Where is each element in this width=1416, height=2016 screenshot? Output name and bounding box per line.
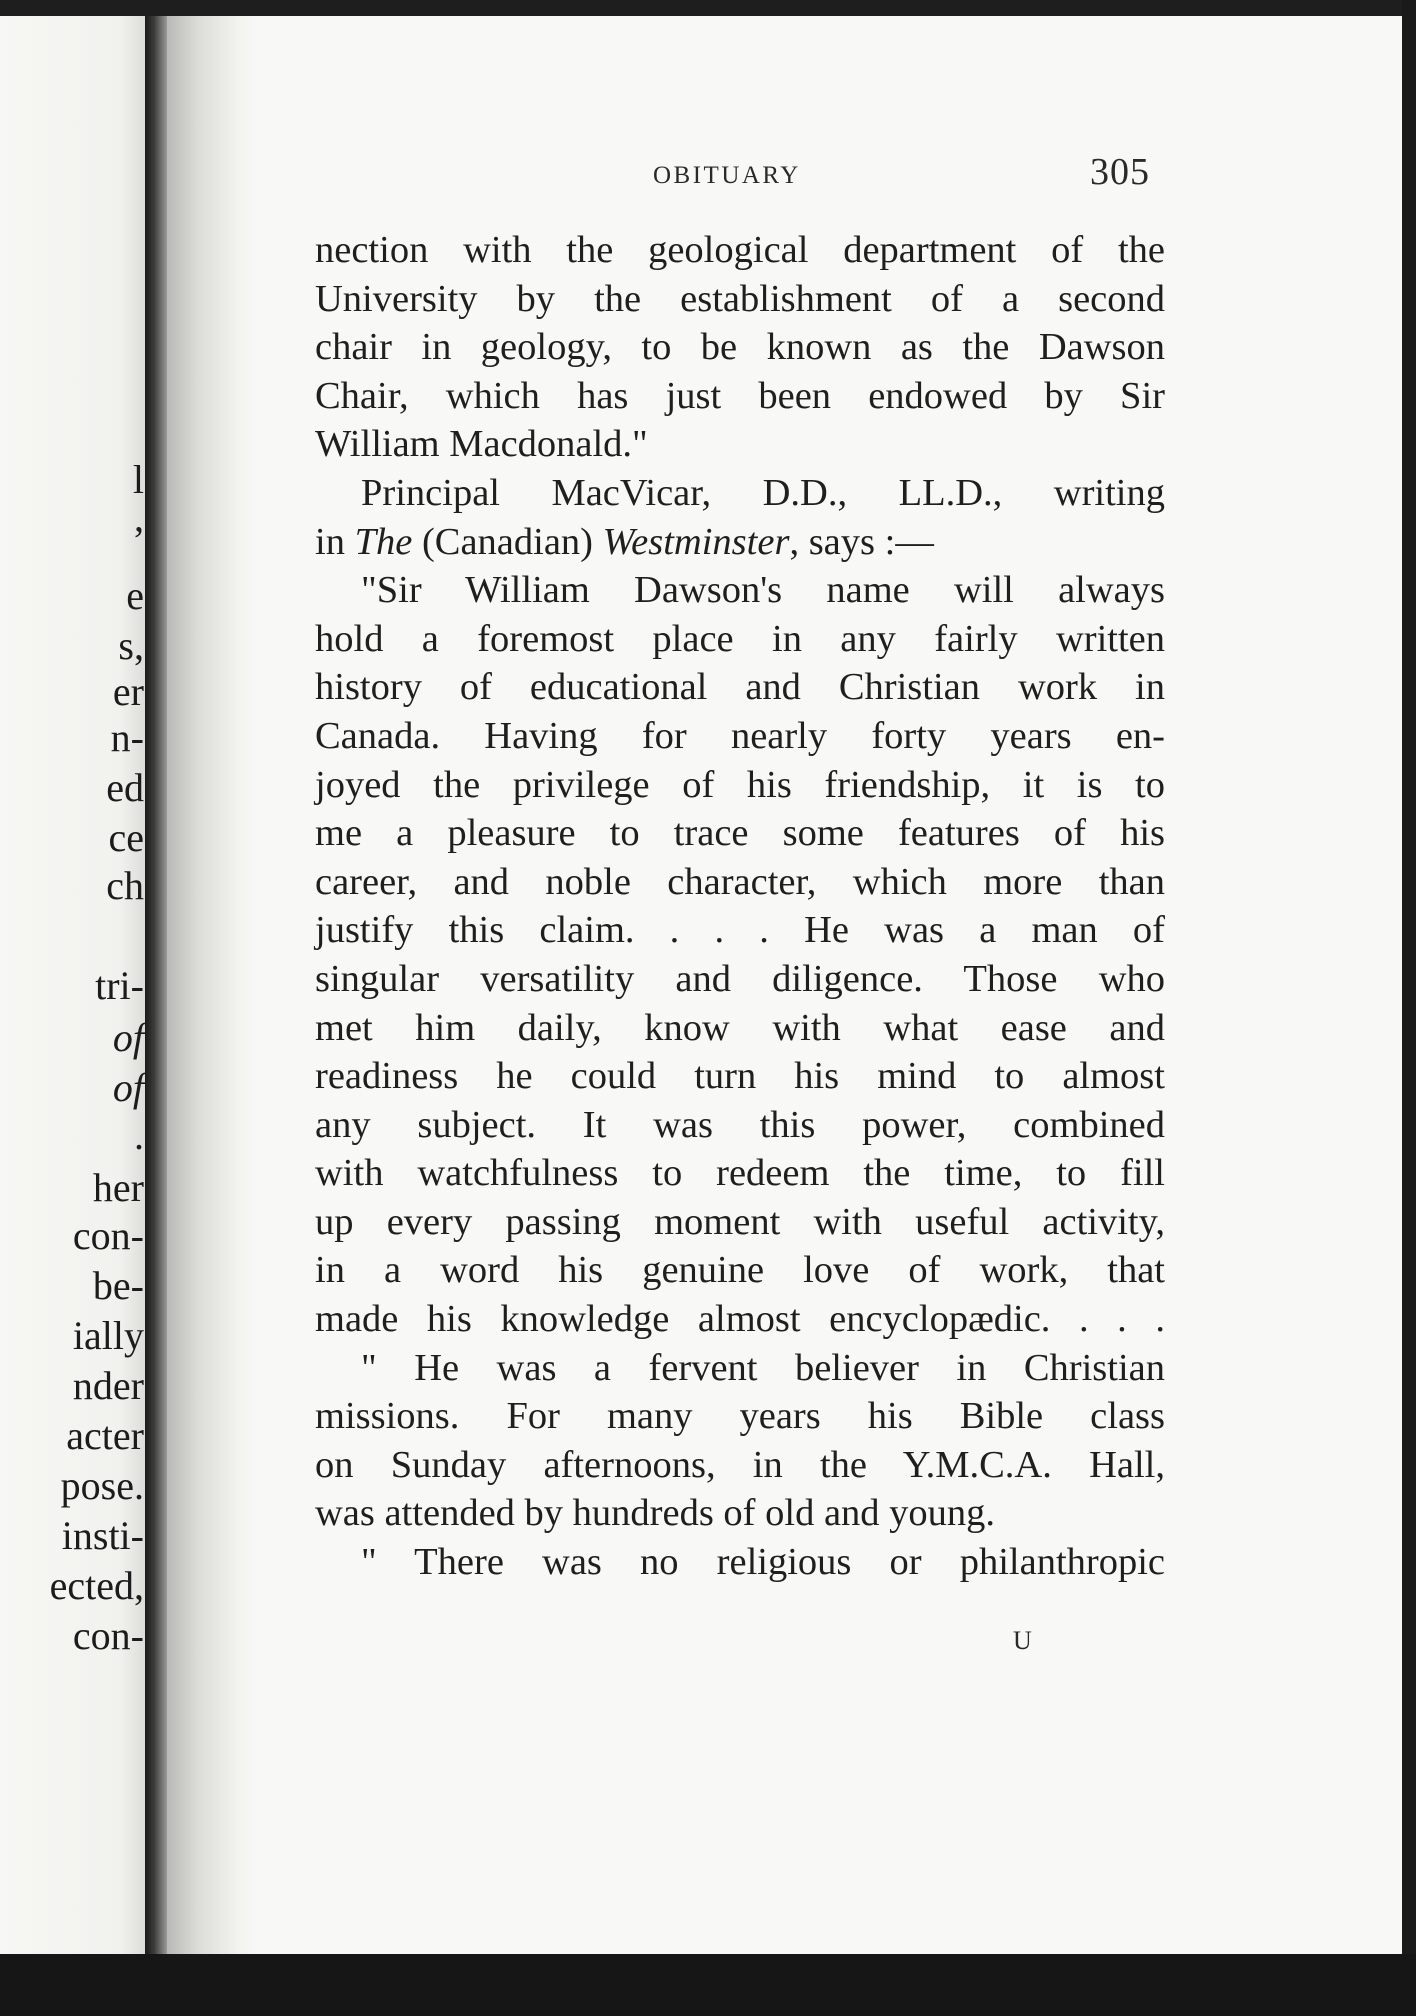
facing-fragment: insti- [61,1513,144,1558]
facing-fragment: ed [106,765,144,810]
text-run: (Canadian) [412,520,603,563]
text-line: hold a foremost place in any fairly written [315,617,1165,660]
facing-fragment: pose. [60,1463,144,1508]
text-line: " He was a fervent believer in Christian [361,1346,1165,1389]
facing-fragment: ch [106,863,144,908]
text-run: in [315,520,355,563]
facing-fragment: be- [92,1263,144,1308]
facing-fragment: of [112,1015,144,1060]
italic-title: Westminster [602,520,790,563]
text-line [315,518,1165,567]
facing-fragment: ce [108,815,144,860]
text-line: University by the establishment of a second [315,277,1165,320]
text-line: "Sir William Dawson's name will always [361,569,1165,612]
facing-fragment: , [134,495,144,540]
facing-fragment: of [112,1065,144,1110]
text-line: Canada. Having for nearly forty years en- [315,714,1165,757]
facing-fragment: con- [72,1213,144,1258]
text-line: any subject. It was this power, combined [315,1103,1165,1146]
facing-fragment: . [134,1113,144,1158]
text-line: me a pleasure to trace some features of his [315,812,1165,855]
text-run: , says :— [789,520,934,563]
text-line: with watchfulness to redeem the time, to fill [315,1152,1165,1195]
text-line: made his knowledge almost encyclopædic. . . . [315,1298,1165,1341]
scan-border-right [1402,0,1416,2016]
facing-fragment: ially [72,1313,144,1358]
scan-border-bottom [0,1954,1416,2016]
text-line: " There was no religious or philanthropic [361,1541,1165,1584]
text-line: in a word his genuine love of work, that [315,1249,1165,1292]
facing-fragment: acter [66,1413,144,1458]
facing-page [0,16,150,1956]
text-line: was attended by hundreds of old and young. [315,1492,996,1535]
spine-shadow [167,16,257,1956]
running-head-title: OBITUARY [653,162,801,189]
text-line: William Macdonald." [315,423,648,466]
book-gutter [145,16,167,1956]
body-text [315,226,1165,1587]
text-line: on Sunday afternoons, in the Y.M.C.A. Hall, [315,1443,1165,1486]
facing-fragment: s, [118,623,144,668]
text-line: nection with the geological department of the [315,229,1165,271]
text-line: missions. For many years his Bible class [315,1395,1165,1438]
text-line: met him daily, know with what ease and [315,1006,1165,1049]
facing-fragment: er [112,669,144,714]
text-line: chair in geology, to be known as the Dawson [315,326,1165,369]
facing-fragment: e [126,573,144,618]
scan-border-top [0,0,1416,16]
facing-fragment: nder [72,1363,144,1408]
text-line: up every passing moment with useful activity, [315,1200,1165,1243]
text-line: joyed the privilege of his friendship, it is to [315,763,1165,806]
text-line: readiness he could turn his mind to almost [315,1055,1165,1098]
text-line: career, and noble character, which more than [315,860,1165,903]
facing-fragment: n- [110,715,144,760]
facing-fragment: ected, [49,1563,144,1608]
text-line: Principal MacVicar, D.D., LL.D., writing [361,471,1165,514]
facing-fragment: l [132,457,144,502]
text-line: justify this claim. . . . He was a man of [315,909,1165,952]
page-number: 305 [1090,151,1150,193]
italic-title: The [354,520,413,563]
text-line: history of educational and Christian work in [315,666,1165,709]
text-line: Chair, which has just been endowed by Sir [315,374,1165,417]
facing-fragment: con- [72,1613,144,1658]
facing-fragment: her [92,1165,144,1210]
signature-mark: U [1013,1626,1033,1655]
running-head [485,150,1150,200]
text-line: singular versatility and diligence. Those who [315,957,1165,1000]
facing-fragment: tri- [95,963,144,1008]
